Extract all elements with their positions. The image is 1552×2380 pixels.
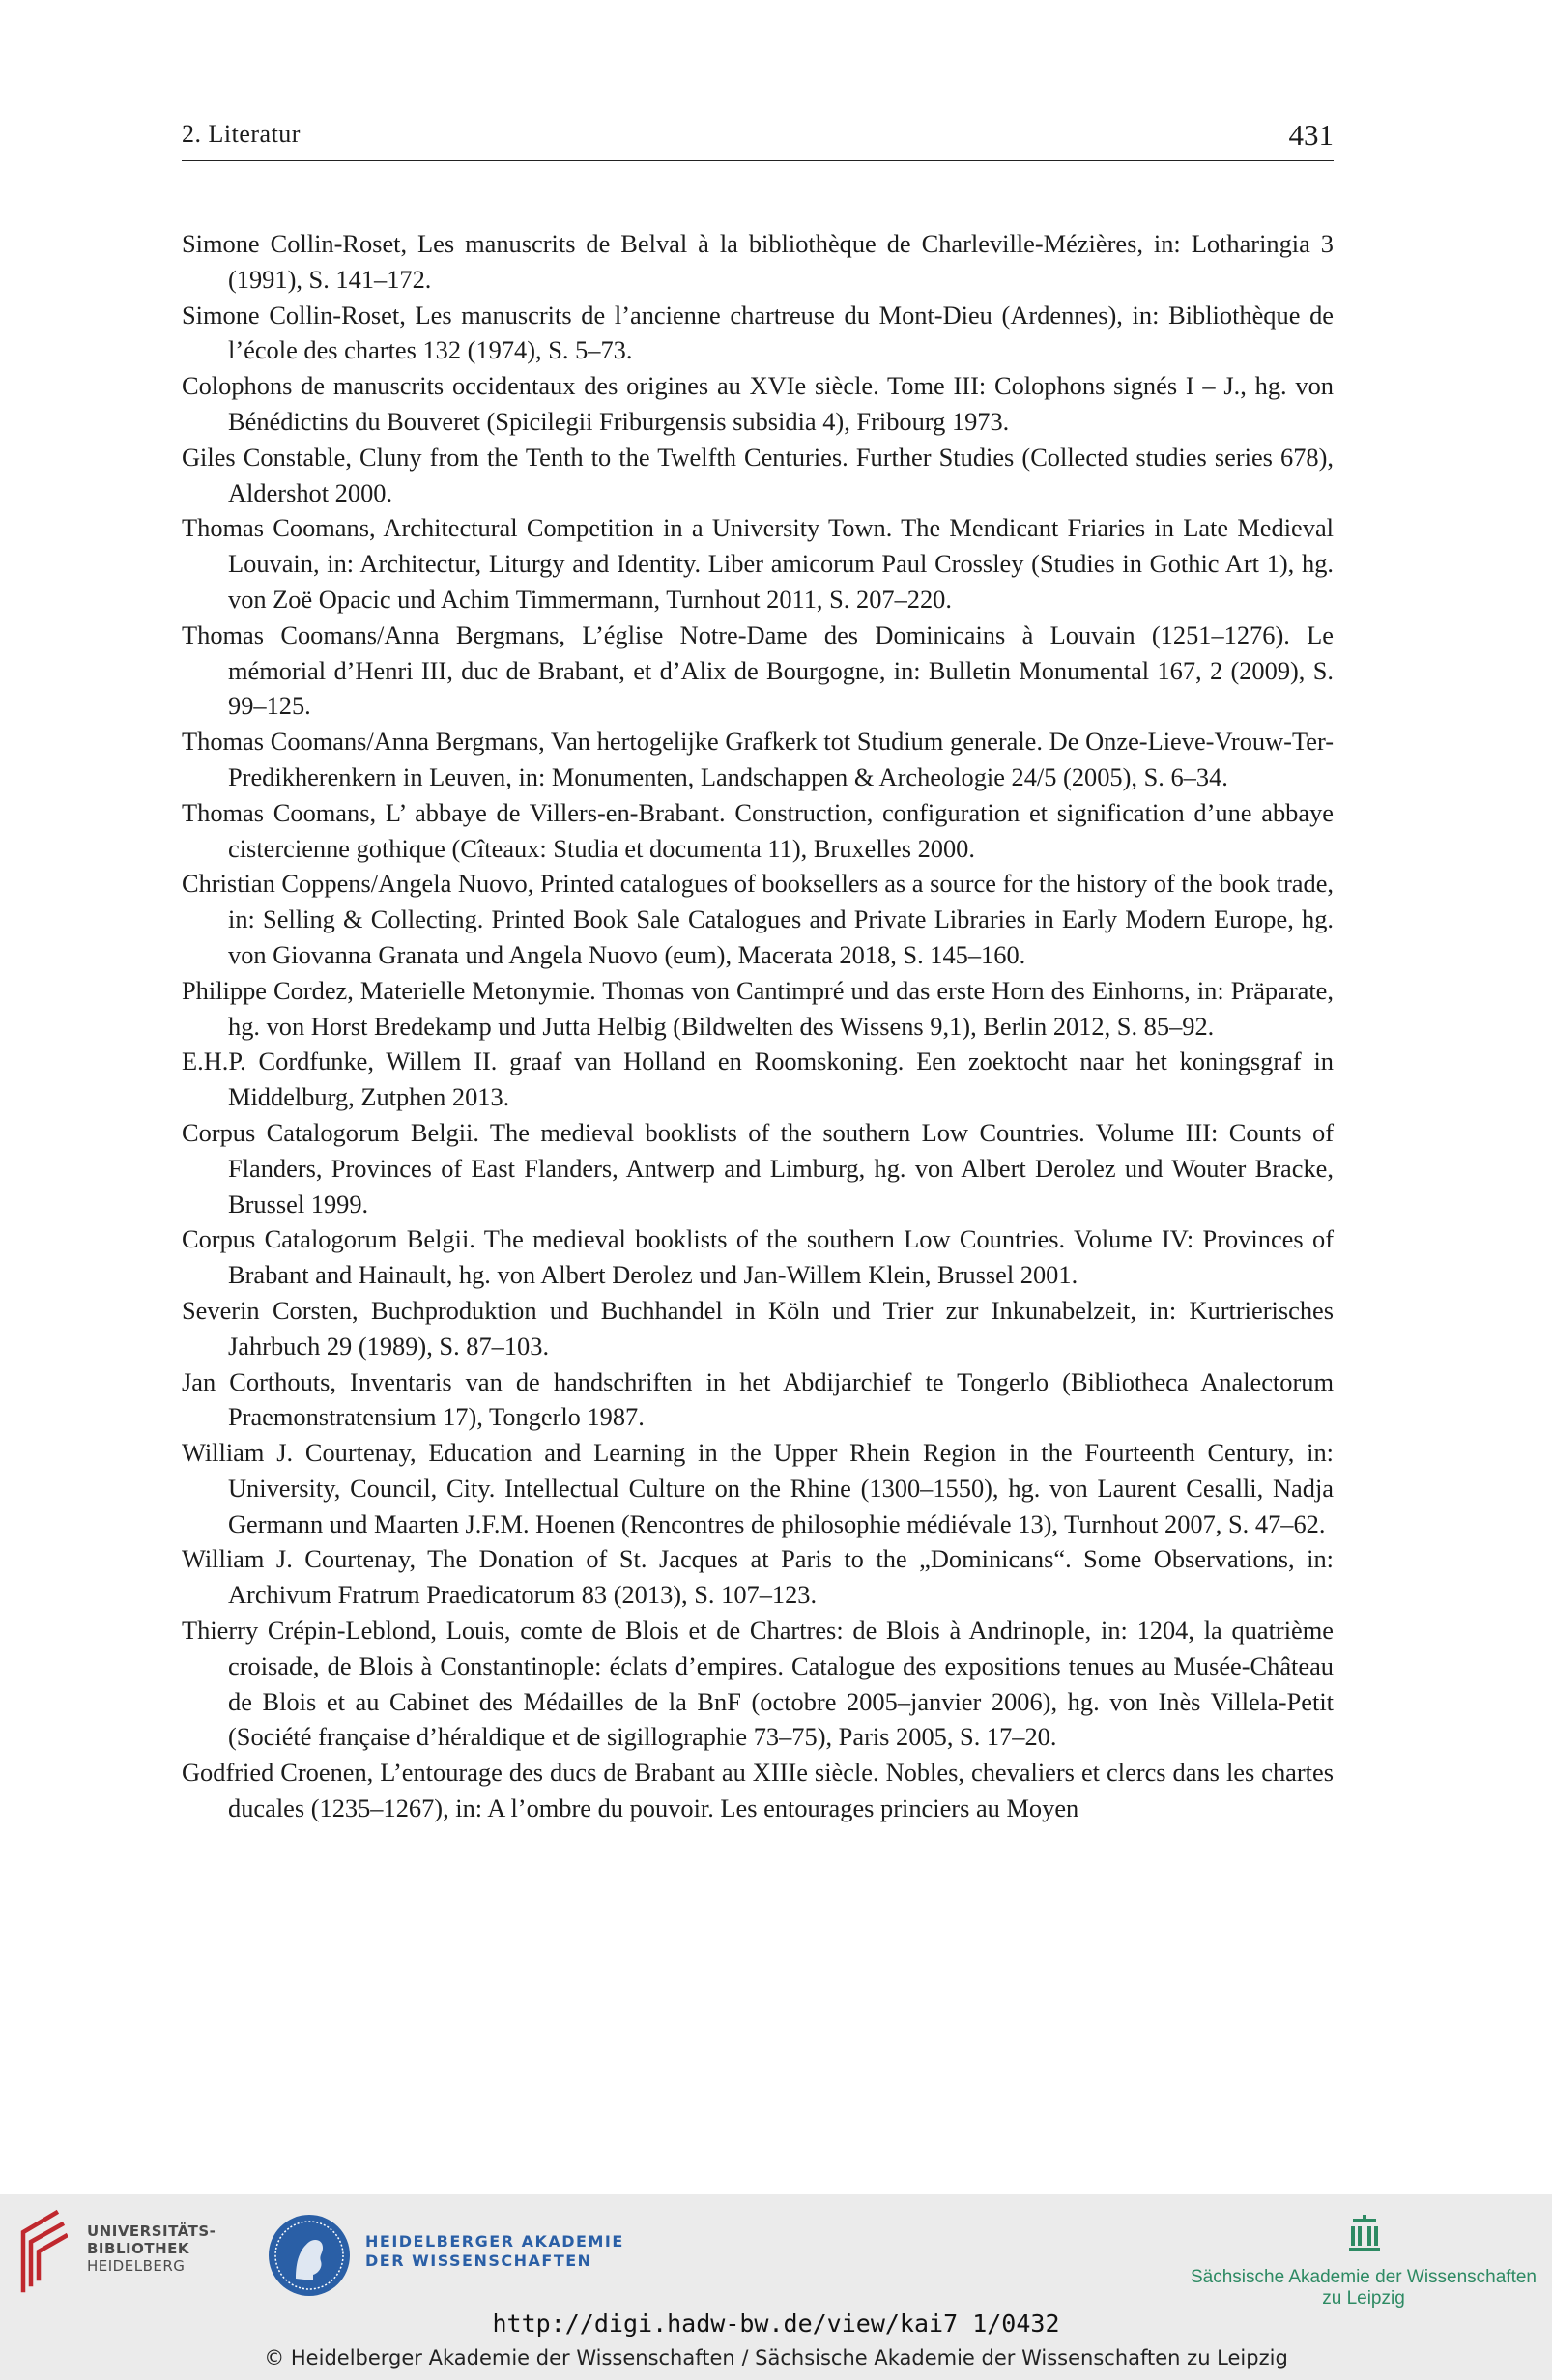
- bibliography-entry: Thomas Coomans/Anna Bergmans, Van hertogelijke Grafkerk tot Studium generale. De Onze-Lieve-Vrouw-Ter-Predikherenkern in Leuven, in: Monumenten, Landschappen & Archeologie 24/5 (2005), S. 6–34.: [182, 727, 1334, 791]
- saw-line-1: Sächsische Akademie der Wissenschaften: [1190, 2267, 1537, 2287]
- bibliography-entry: Simone Collin-Roset, Les manuscrits de Belval à la bibliothèque de Charleville-Mézières, in: Lotharingia 3 (1991), S. 141–172.: [182, 229, 1334, 294]
- bibliography-entry: William J. Courtenay, The Donation of St. Jacques at Paris to the „Dominicans“. Some Observations, in: Archivum Fratrum Praedicatorum 83 (2013), S. 107–123.: [182, 1544, 1334, 1610]
- hadw-name: [365, 2232, 624, 2271]
- bibliography-entry: William J. Courtenay, Education and Learning in the Upper Rhein Region in the Fourteenth Century, in: University, Council, City. Intellectual Culture on the Rhine (1300–1550), hg. von Laurent Cesalli, Nadja Germann und Maarten J.F.M. Hoenen (Rencontres de philosophie médiévale 13), Turnhout 2007, S. 47–62.: [182, 1438, 1334, 1538]
- bibliography-entry: Philippe Cordez, Materielle Metonymie. Thomas von Cantimpré und das erste Horn des Einhorns, in: Präparate, hg. von Horst Bredekamp und Jutta Helbig (Bildwelten des Wissens 9,1), Berlin 2012, S. 85–92.: [182, 975, 1334, 1041]
- ub-heidelberg-name: [87, 2222, 216, 2275]
- hadw-line-2: DER WISSENSCHAFTEN: [365, 2251, 592, 2270]
- bibliography-entry: Giles Constable, Cluny from the Tenth to the Twelfth Centuries. Further Studies (Collected studies series 678), Aldershot 2000.: [182, 442, 1334, 507]
- bibliography-entry: Colophons de manuscrits occidentaux des origines au XVIe siècle. Tome III: Colophons signés I – J., hg. von Bénédictins du Bouveret (Spicilegii Friburgensis subsidia 4), Fribourg 1973.: [182, 371, 1334, 436]
- digitization-footer: [0, 2194, 1552, 2380]
- permalink-url[interactable]: http://digi.hadw-bw.de/view/kai7_1/0432: [492, 2309, 1060, 2337]
- bibliography-entry: Thomas Coomans/Anna Bergmans, L’église Notre-Dame des Dominicains à Louvain (1251–1276). Le mémorial d’Henri III, duc de Brabant, et d’Alix de Bourgogne, in: Bulletin Monumental 167, 2 (2009), S. 99–125.: [182, 619, 1334, 721]
- bibliography-entry: E.H.P. Cordfunke, Willem II. graaf van Holland en Roomskoning. Een zoektocht naar het koningsgraf in Middelburg, Zutphen 2013.: [182, 1047, 1334, 1112]
- saw-name: [1189, 2267, 1538, 2309]
- bibliography-list: [182, 226, 1334, 1826]
- running-title: 2. Literatur: [182, 120, 301, 148]
- ub-heidelberg-logo-icon: [17, 2207, 68, 2294]
- bibliography-entry: Corpus Catalogorum Belgii. The medieval booklists of the southern Low Countries. Volume III: Counts of Flanders, Provinces of East Flanders, Antwerp and Limburg, hg. von Albert Derolez und Wouter Bracke, Brussel 1999.: [182, 1117, 1334, 1219]
- ub-line-1: UNIVERSITÄTS-: [87, 2222, 216, 2240]
- bibliography-entry: Thomas Coomans, L’ abbaye de Villers-en-Brabant. Construction, configuration et signification d’une abbaye cistercienne gothique (Cîteaux: Studia et documenta 11), Bruxelles 2000.: [182, 797, 1334, 863]
- page-number: 431: [1288, 118, 1334, 152]
- copyright-notice: © Heidelberger Akademie der Wissenschaften / Sächsische Akademie der Wissenschaften zu Leipzig: [264, 2346, 1288, 2369]
- hadw-seal-icon: [267, 2213, 352, 2298]
- bibliography-entry: Thierry Crépin-Leblond, Louis, comte de Blois et de Chartres: de Blois à Andrinople, in: 1204, la quatrième croisade, de Blois à Constantinople: éclats d’empires. Catalogue des expositions tenues au Musée-Château de Blois et au Cabinet des Médailles de la BnF (octobre 2005–janvier 2006), hg. von Inès Villela-Petit (Société française d’héraldique et de sigillographie 73–75), Paris 2005, S. 17–20.: [182, 1616, 1334, 1752]
- bibliography-entry: Godfried Croenen, L’entourage des ducs de Brabant au XIIIe siècle. Nobles, chevaliers et clercs dans les chartes ducales (1235–1267), in: A l’ombre du pouvoir. Les entourages princiers au Moyen: [182, 1758, 1334, 1823]
- bibliography-entry: Jan Corthouts, Inventaris van de handschriften in het Abdijarchief te Tongerlo (Bibliotheca Analectorum Praemonstratensium 17), Tongerlo 1987.: [182, 1366, 1334, 1432]
- saw-logo-icon: [1347, 2215, 1382, 2253]
- bibliography-entry: Simone Collin-Roset, Les manuscrits de l’ancienne chartreuse du Mont-Dieu (Ardennes), in: Bibliothèque de l’école des chartes 132 (1974), S. 5–73.: [182, 300, 1334, 365]
- bibliography-entry: Severin Corsten, Buchproduktion und Buchhandel in Köln und Trier zur Inkunabelzeit, in: Kurtrierisches Jahrbuch 29 (1989), S. 87–103.: [182, 1295, 1334, 1361]
- ub-line-3: HEIDELBERG: [87, 2257, 186, 2275]
- bibliography-entry: Corpus Catalogorum Belgii. The medieval booklists of the southern Low Countries. Volume IV: Provinces of Brabant and Hainault, hg. von Albert Derolez und Jan-Willem Klein, Brussel 2001.: [182, 1224, 1334, 1290]
- saw-line-2: zu Leipzig: [1322, 2288, 1405, 2308]
- page-header: [182, 116, 1334, 161]
- bibliography-entry: Christian Coppens/Angela Nuovo, Printed catalogues of booksellers as a source for the history of the book trade, in: Selling & Collecting. Printed Book Sale Catalogues and Private Libraries in Early Modern Europe, hg. von Giovanna Granata und Angela Nuovo (eum), Macerata 2018, S. 145–160.: [182, 869, 1334, 969]
- hadw-line-1: HEIDELBERGER AKADEMIE: [365, 2232, 624, 2251]
- bibliography-entry: Thomas Coomans, Architectural Competition in a University Town. The Mendicant Friaries in Late Medieval Louvain, in: Architectur, Liturgy and Identity. Liber amicorum Paul Crossley (Studies in Gothic Art 1), hg. von Zoë Opacic und Achim Timmermann, Turnhout 2011, S. 207–220.: [182, 513, 1334, 614]
- ub-line-2: BIBLIOTHEK: [87, 2240, 189, 2257]
